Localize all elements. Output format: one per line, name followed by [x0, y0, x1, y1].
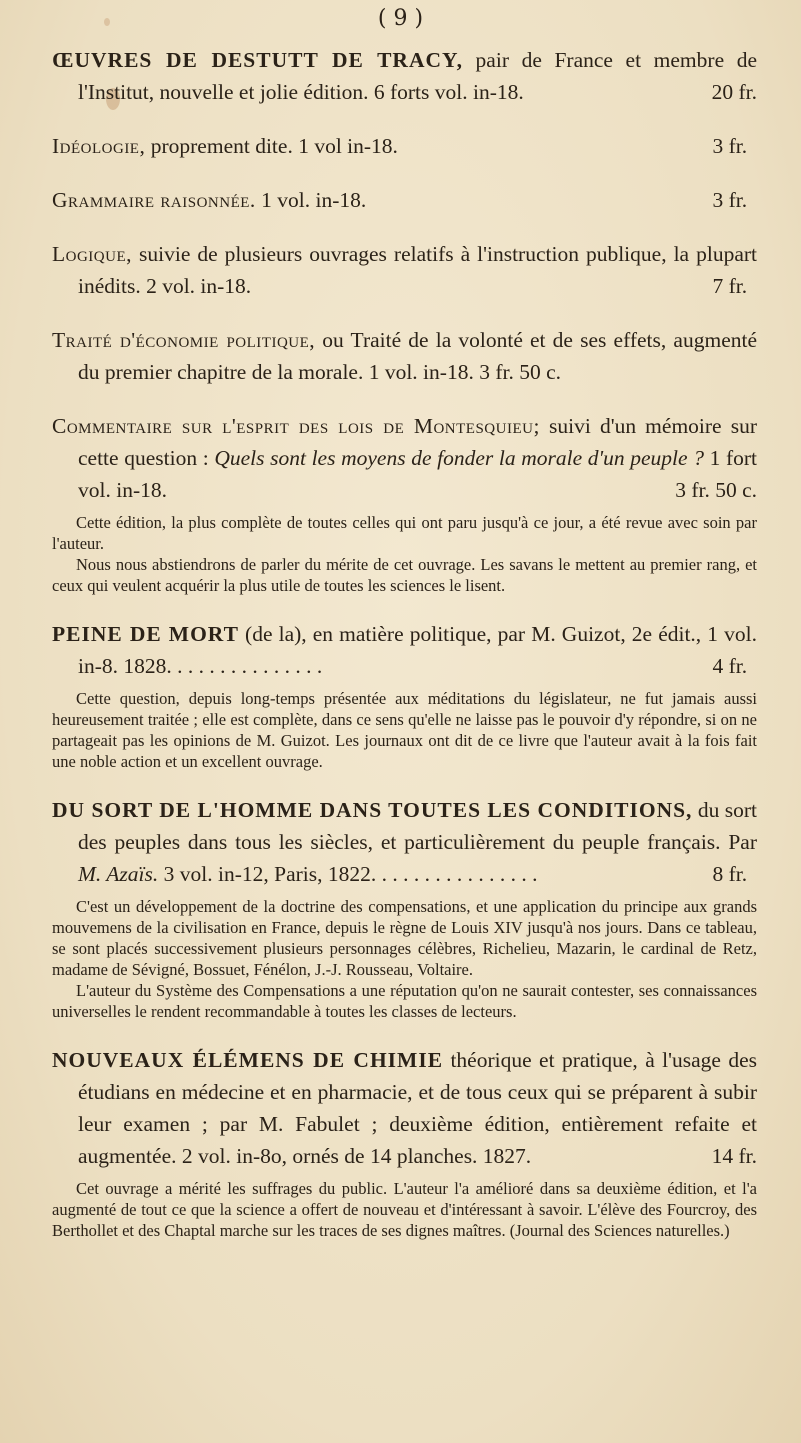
entry-description [52, 1178, 757, 1241]
entry-text: 1 vol. in-18. [255, 188, 367, 212]
entry-text: suivi d'un mémoire sur cette question : [78, 414, 757, 470]
catalogue-entry [52, 130, 757, 162]
page-number: ( 9 ) [377, 6, 424, 31]
entry-price: 3 fr. [712, 188, 748, 212]
entry-price: 3 fr. [712, 134, 748, 158]
entry-price: 4 fr. [712, 654, 748, 678]
entry-text: (de la), en matière politique, par M. Guizot, 2e édit., 1 vol. in-8. 1828. . . . . . . . . . . . . . . [78, 622, 758, 678]
catalogue-entry [52, 324, 757, 388]
entry-description [52, 512, 757, 596]
entry-title: ŒUVRES DE DESTUTT DE TRACY, [52, 48, 463, 72]
catalogue-listing [52, 44, 757, 1263]
catalogue-entry [52, 184, 757, 216]
entry-description [52, 896, 757, 1022]
entry-title: Commentaire sur l'esprit des lois de Montesquieu; [52, 414, 540, 438]
catalogue-entry [52, 44, 757, 108]
entry-title: PEINE DE MORT [52, 622, 239, 646]
entry-text: du sort des peuples dans tous les siècles, et particulièrement du peuple français. Par [78, 798, 757, 854]
catalogue-entry [52, 794, 757, 1022]
entry-italic: M. Azaïs. [78, 862, 159, 886]
catalogue-entry [52, 1044, 757, 1241]
entry-title: Traité d'économie politique, [52, 328, 316, 352]
entry-title: Grammaire raisonnée. [52, 188, 256, 212]
entry-title: Idéologie, [52, 134, 146, 158]
entry-text: ou Traité de la volonté et de ses effets, augmenté du premier chapitre de la morale. 1 vol. in-18. 3 fr. 50 c. [78, 328, 757, 384]
entry-price: 8 fr. [712, 862, 748, 886]
entry-price: 3 fr. 50 c. [675, 478, 757, 502]
entry-price: 7 fr. [712, 274, 748, 298]
description-paragraph: L'auteur du Système des Compensations a une réputation qu'on ne saurait contester, ses connaissances universelles le rendent recommandable à toutes les classes de lecteurs. [52, 981, 757, 1021]
entry-text: pair de France et membre de l'Institut, nouvelle et jolie édition. 6 forts vol. in-18. [78, 48, 757, 104]
entry-text: théorique et pratique, à l'usage des étudians en médecine et en pharmacie, et de tous ceux qui se préparent à subir leur examen ; par M. Fabulet ; deuxième édition, entièrement refaite et augmentée. 2 vol. in-8o, ornés de 14 planches. 1827. [78, 1048, 757, 1168]
entry-price: 14 fr. [711, 1144, 757, 1168]
entry-title: Logique, [52, 242, 132, 266]
entry-italic: Quels sont les moyens de fonder la morale d'un peuple ? [214, 446, 704, 470]
entry-description [52, 688, 757, 772]
entry-text: 1 fort vol. in-18. [78, 446, 758, 502]
description-paragraph: C'est un développement de la doctrine des compensations, et une application du principe aux grands mouvemens de la civilisation en France, depuis le règne de Louis XIV jusqu'à nos jours. Dans ce tableau, se sont placés successivement plusieurs personnages célèbres, Richelieu, Mazarin, le cardinal de Retz, madame de Sévigné, Bossuet, Fénélon, J.-J. Rousseau, Voltaire. [52, 897, 757, 979]
entry-text: suivie de plusieurs ouvrages relatifs à l'instruction publique, la plupart inédits. 2 vol. in-18. [78, 242, 757, 298]
catalogue-entry [52, 618, 757, 772]
entry-title: NOUVEAUX ÉLÉMENS DE CHIMIE [52, 1048, 444, 1072]
entry-price: 20 fr. [711, 80, 757, 104]
entry-text: proprement dite. 1 vol in-18. [145, 134, 398, 158]
description-paragraph: Cette édition, la plus complète de toutes celles qui ont paru jusqu'à ce jour, a été revue avec soin par l'auteur. [52, 513, 757, 553]
catalogue-entry [52, 410, 757, 596]
description-paragraph: Cette question, depuis long-temps présentée aux méditations du législateur, ne fut jamais aussi heureusement traitée ; elle est complète, dans ce sens qu'elle ne laisse pas le pouvoir d'y répondre, si on ne partageait pas les opinions de M. Guizot. Les journaux ont dit de ce livre que l'auteur avait à la fois fait une noble action et un excellent ouvrage. [52, 689, 757, 771]
description-paragraph: Cet ouvrage a mérité les suffrages du public. L'auteur l'a amélioré dans sa deuxième édition, et l'a augmenté de tout ce que la science a offert de nouveau et d'intéressant à savoir. L'élève des Fourcroy, des Berthollet et des Chaptal marche sur les traces de ses dignes maîtres. (Journal des Sciences naturelles.) [52, 1179, 757, 1240]
catalogue-entry [52, 238, 757, 302]
description-paragraph: Nous nous abstiendrons de parler du mérite de cet ouvrage. Les savans le mettent au premier rang, et ceux qui veulent acquérir la plus utile de toutes les sciences le lisent. [52, 555, 757, 595]
entry-text: 3 vol. in-12, Paris, 1822. . . . . . . . . . . . . . . . [158, 862, 538, 886]
entry-title: DU SORT DE L'HOMME DANS TOUTES LES CONDITIONS, [52, 798, 693, 822]
